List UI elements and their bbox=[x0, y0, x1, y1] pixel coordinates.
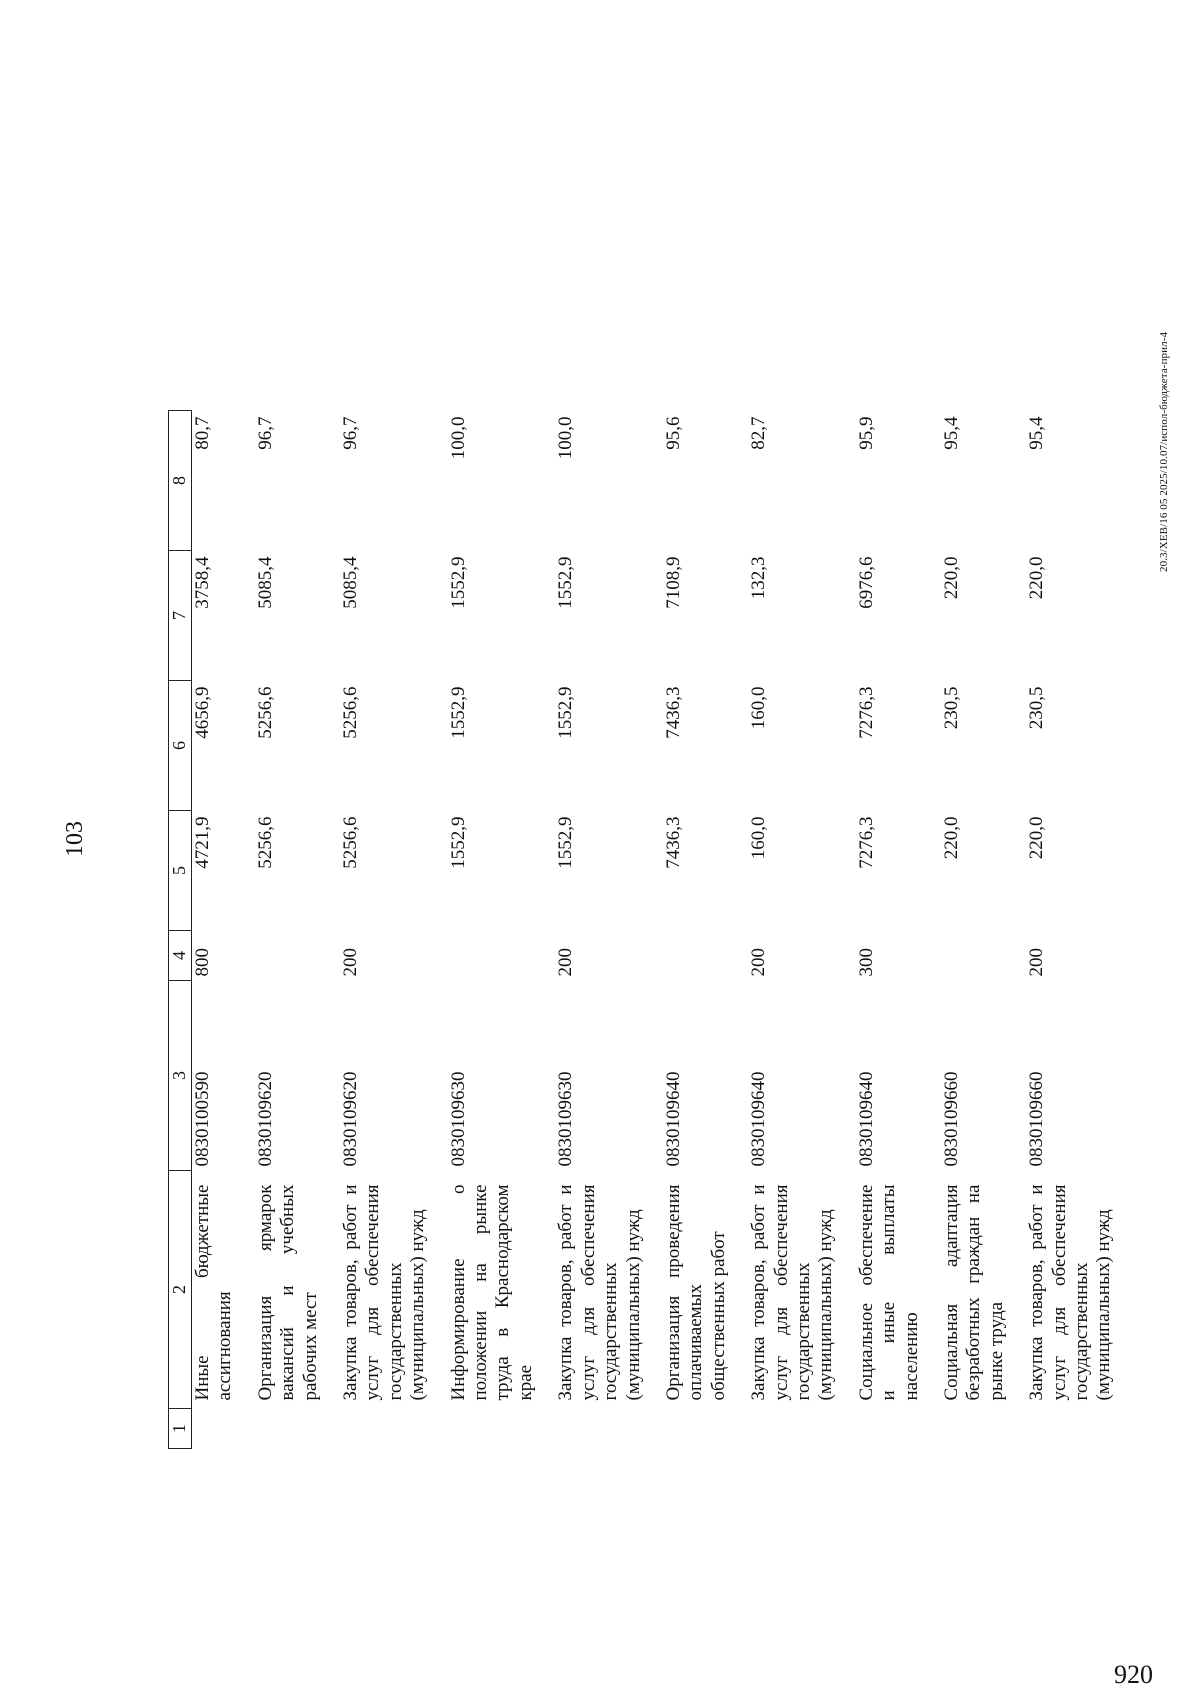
cell-name: Организация проведения оплачиваемых общественных работ bbox=[662, 1184, 729, 1401]
cell-executed: 132,3 bbox=[748, 556, 770, 600]
cell-empty bbox=[253, 1409, 338, 1449]
cell-executed: 5085,4 bbox=[254, 556, 276, 609]
cell-approved: 220,0 bbox=[1026, 816, 1048, 860]
cell-refined: 7276,3 bbox=[855, 686, 877, 739]
cell-empty bbox=[338, 1409, 446, 1449]
cell-code: 0830109660 bbox=[940, 1071, 962, 1167]
cell-empty bbox=[446, 1409, 554, 1449]
cell-expense-type bbox=[661, 931, 746, 981]
cell-expense-type: 200 bbox=[748, 948, 770, 977]
cell-refined: 4656,9 bbox=[192, 686, 213, 739]
cell-empty bbox=[939, 1409, 1024, 1449]
cell-code: 0830109640 bbox=[855, 1071, 877, 1167]
cell-refined: 230,5 bbox=[1026, 686, 1048, 730]
cell-code: 0830109660 bbox=[1026, 1071, 1048, 1167]
cell-expense-type: 300 bbox=[855, 948, 877, 977]
cell-percent: 95,6 bbox=[662, 416, 684, 450]
table-row bbox=[1024, 411, 1132, 1449]
cell-empty bbox=[192, 1409, 253, 1449]
table-row bbox=[253, 411, 338, 1449]
cell-code: 0830109620 bbox=[340, 1071, 362, 1167]
cell-empty bbox=[1024, 1409, 1132, 1449]
cell-percent: 100,0 bbox=[447, 416, 469, 460]
cell-executed: 220,0 bbox=[1026, 556, 1048, 600]
cell-executed: 5085,4 bbox=[340, 556, 362, 609]
cell-name: Социальное обеспечение и иные выплаты населению bbox=[855, 1184, 922, 1401]
cell-percent: 100,0 bbox=[555, 416, 577, 460]
cell-refined: 1552,9 bbox=[447, 686, 469, 739]
column-header-4: 4 bbox=[169, 931, 192, 981]
cell-percent: 96,7 bbox=[254, 416, 276, 450]
cell-name: Социальная адаптация безработных граждан на рынке труда bbox=[940, 1184, 1007, 1401]
column-header-7: 7 bbox=[169, 551, 192, 681]
cell-approved: 5256,6 bbox=[254, 816, 276, 869]
cell-code: 0830109630 bbox=[447, 1071, 469, 1167]
column-header-6: 6 bbox=[169, 681, 192, 811]
table-header-row bbox=[169, 411, 192, 1449]
cell-name: Иные бюджетные ассигнования bbox=[192, 1184, 236, 1401]
cell-code: 0830109640 bbox=[662, 1071, 684, 1167]
cell-refined: 1552,9 bbox=[555, 686, 577, 739]
table-body bbox=[192, 411, 1132, 1449]
cell-empty bbox=[661, 1409, 746, 1449]
cell-executed: 6976,6 bbox=[855, 556, 877, 609]
cell-code: 0830109630 bbox=[555, 1071, 577, 1167]
column-header-3: 3 bbox=[169, 981, 192, 1171]
cell-executed: 1552,9 bbox=[555, 556, 577, 609]
cell-code: 0830109640 bbox=[748, 1071, 770, 1167]
budget-table bbox=[168, 410, 1132, 1449]
cell-name: Закупка товаров, работ и услуг для обеспечения государственных (муниципальных) нужд bbox=[340, 1184, 429, 1401]
table-row bbox=[746, 411, 854, 1449]
cell-name: Закупка товаров, работ и услуг для обеспечения государственных (муниципальных) нужд bbox=[748, 1184, 837, 1401]
cell-approved: 5256,6 bbox=[340, 816, 362, 869]
cell-name: Информирование о положении на рынке труда в Краснодарском крае bbox=[447, 1184, 536, 1401]
cell-name: Закупка товаров, работ и услуг для обеспечения государственных (муниципальных) нужд bbox=[555, 1184, 644, 1401]
cell-approved: 7436,3 bbox=[662, 816, 684, 869]
cell-executed: 7108,9 bbox=[662, 556, 684, 609]
cell-empty bbox=[854, 1409, 939, 1449]
cell-expense-type bbox=[939, 931, 1024, 981]
table-row bbox=[553, 411, 661, 1449]
table-row bbox=[338, 411, 446, 1449]
cell-executed: 3758,4 bbox=[192, 556, 213, 609]
cell-percent: 95,9 bbox=[855, 416, 877, 450]
cell-percent: 95,4 bbox=[1026, 416, 1048, 450]
cell-empty bbox=[553, 1409, 661, 1449]
column-header-5: 5 bbox=[169, 811, 192, 931]
cell-expense-type bbox=[253, 931, 338, 981]
cell-code: 0830100590 bbox=[192, 1071, 213, 1167]
page-number-bottom: 920 bbox=[1114, 1660, 1153, 1689]
table-row bbox=[939, 411, 1024, 1449]
cell-code: 0830109620 bbox=[254, 1071, 276, 1167]
cell-executed: 220,0 bbox=[940, 556, 962, 600]
cell-percent: 82,7 bbox=[748, 416, 770, 450]
cell-refined: 7436,3 bbox=[662, 686, 684, 739]
cell-approved: 4721,9 bbox=[192, 816, 213, 869]
cell-percent: 95,4 bbox=[940, 416, 962, 450]
footer-code: 20.3/XEB/16 05 2025/10.07/испол-бюджета-прил-4 bbox=[1158, 331, 1170, 572]
cell-approved: 7276,3 bbox=[855, 816, 877, 869]
column-header-2: 2 bbox=[169, 1171, 192, 1409]
cell-expense-type: 200 bbox=[340, 948, 362, 977]
cell-empty bbox=[746, 1409, 854, 1449]
column-header-1: 1 bbox=[169, 1409, 192, 1449]
table-row bbox=[661, 411, 746, 1449]
column-header-8: 8 bbox=[169, 411, 192, 551]
cell-approved: 220,0 bbox=[940, 816, 962, 860]
cell-approved: 1552,9 bbox=[447, 816, 469, 869]
cell-expense-type: 200 bbox=[1026, 948, 1048, 977]
cell-expense-type: 800 bbox=[192, 948, 213, 977]
cell-percent: 96,7 bbox=[340, 416, 362, 450]
cell-refined: 230,5 bbox=[940, 686, 962, 730]
cell-percent: 80,7 bbox=[192, 416, 213, 450]
cell-expense-type bbox=[446, 931, 554, 981]
table-row bbox=[192, 411, 253, 1449]
table-row bbox=[854, 411, 939, 1449]
cell-approved: 1552,9 bbox=[555, 816, 577, 869]
table-row bbox=[446, 411, 554, 1449]
cell-refined: 5256,6 bbox=[254, 686, 276, 739]
cell-approved: 160,0 bbox=[748, 816, 770, 860]
page-number-top: 103 bbox=[62, 821, 88, 857]
cell-refined: 160,0 bbox=[748, 686, 770, 730]
cell-name: Организация ярмарок вакансий и учебных рабочих мест bbox=[254, 1184, 321, 1401]
cell-name: Закупка товаров, работ и услуг для обеспечения государственных (муниципальных) нужд bbox=[1026, 1184, 1115, 1401]
cell-executed: 1552,9 bbox=[447, 556, 469, 609]
cell-refined: 5256,6 bbox=[340, 686, 362, 739]
cell-expense-type: 200 bbox=[555, 948, 577, 977]
